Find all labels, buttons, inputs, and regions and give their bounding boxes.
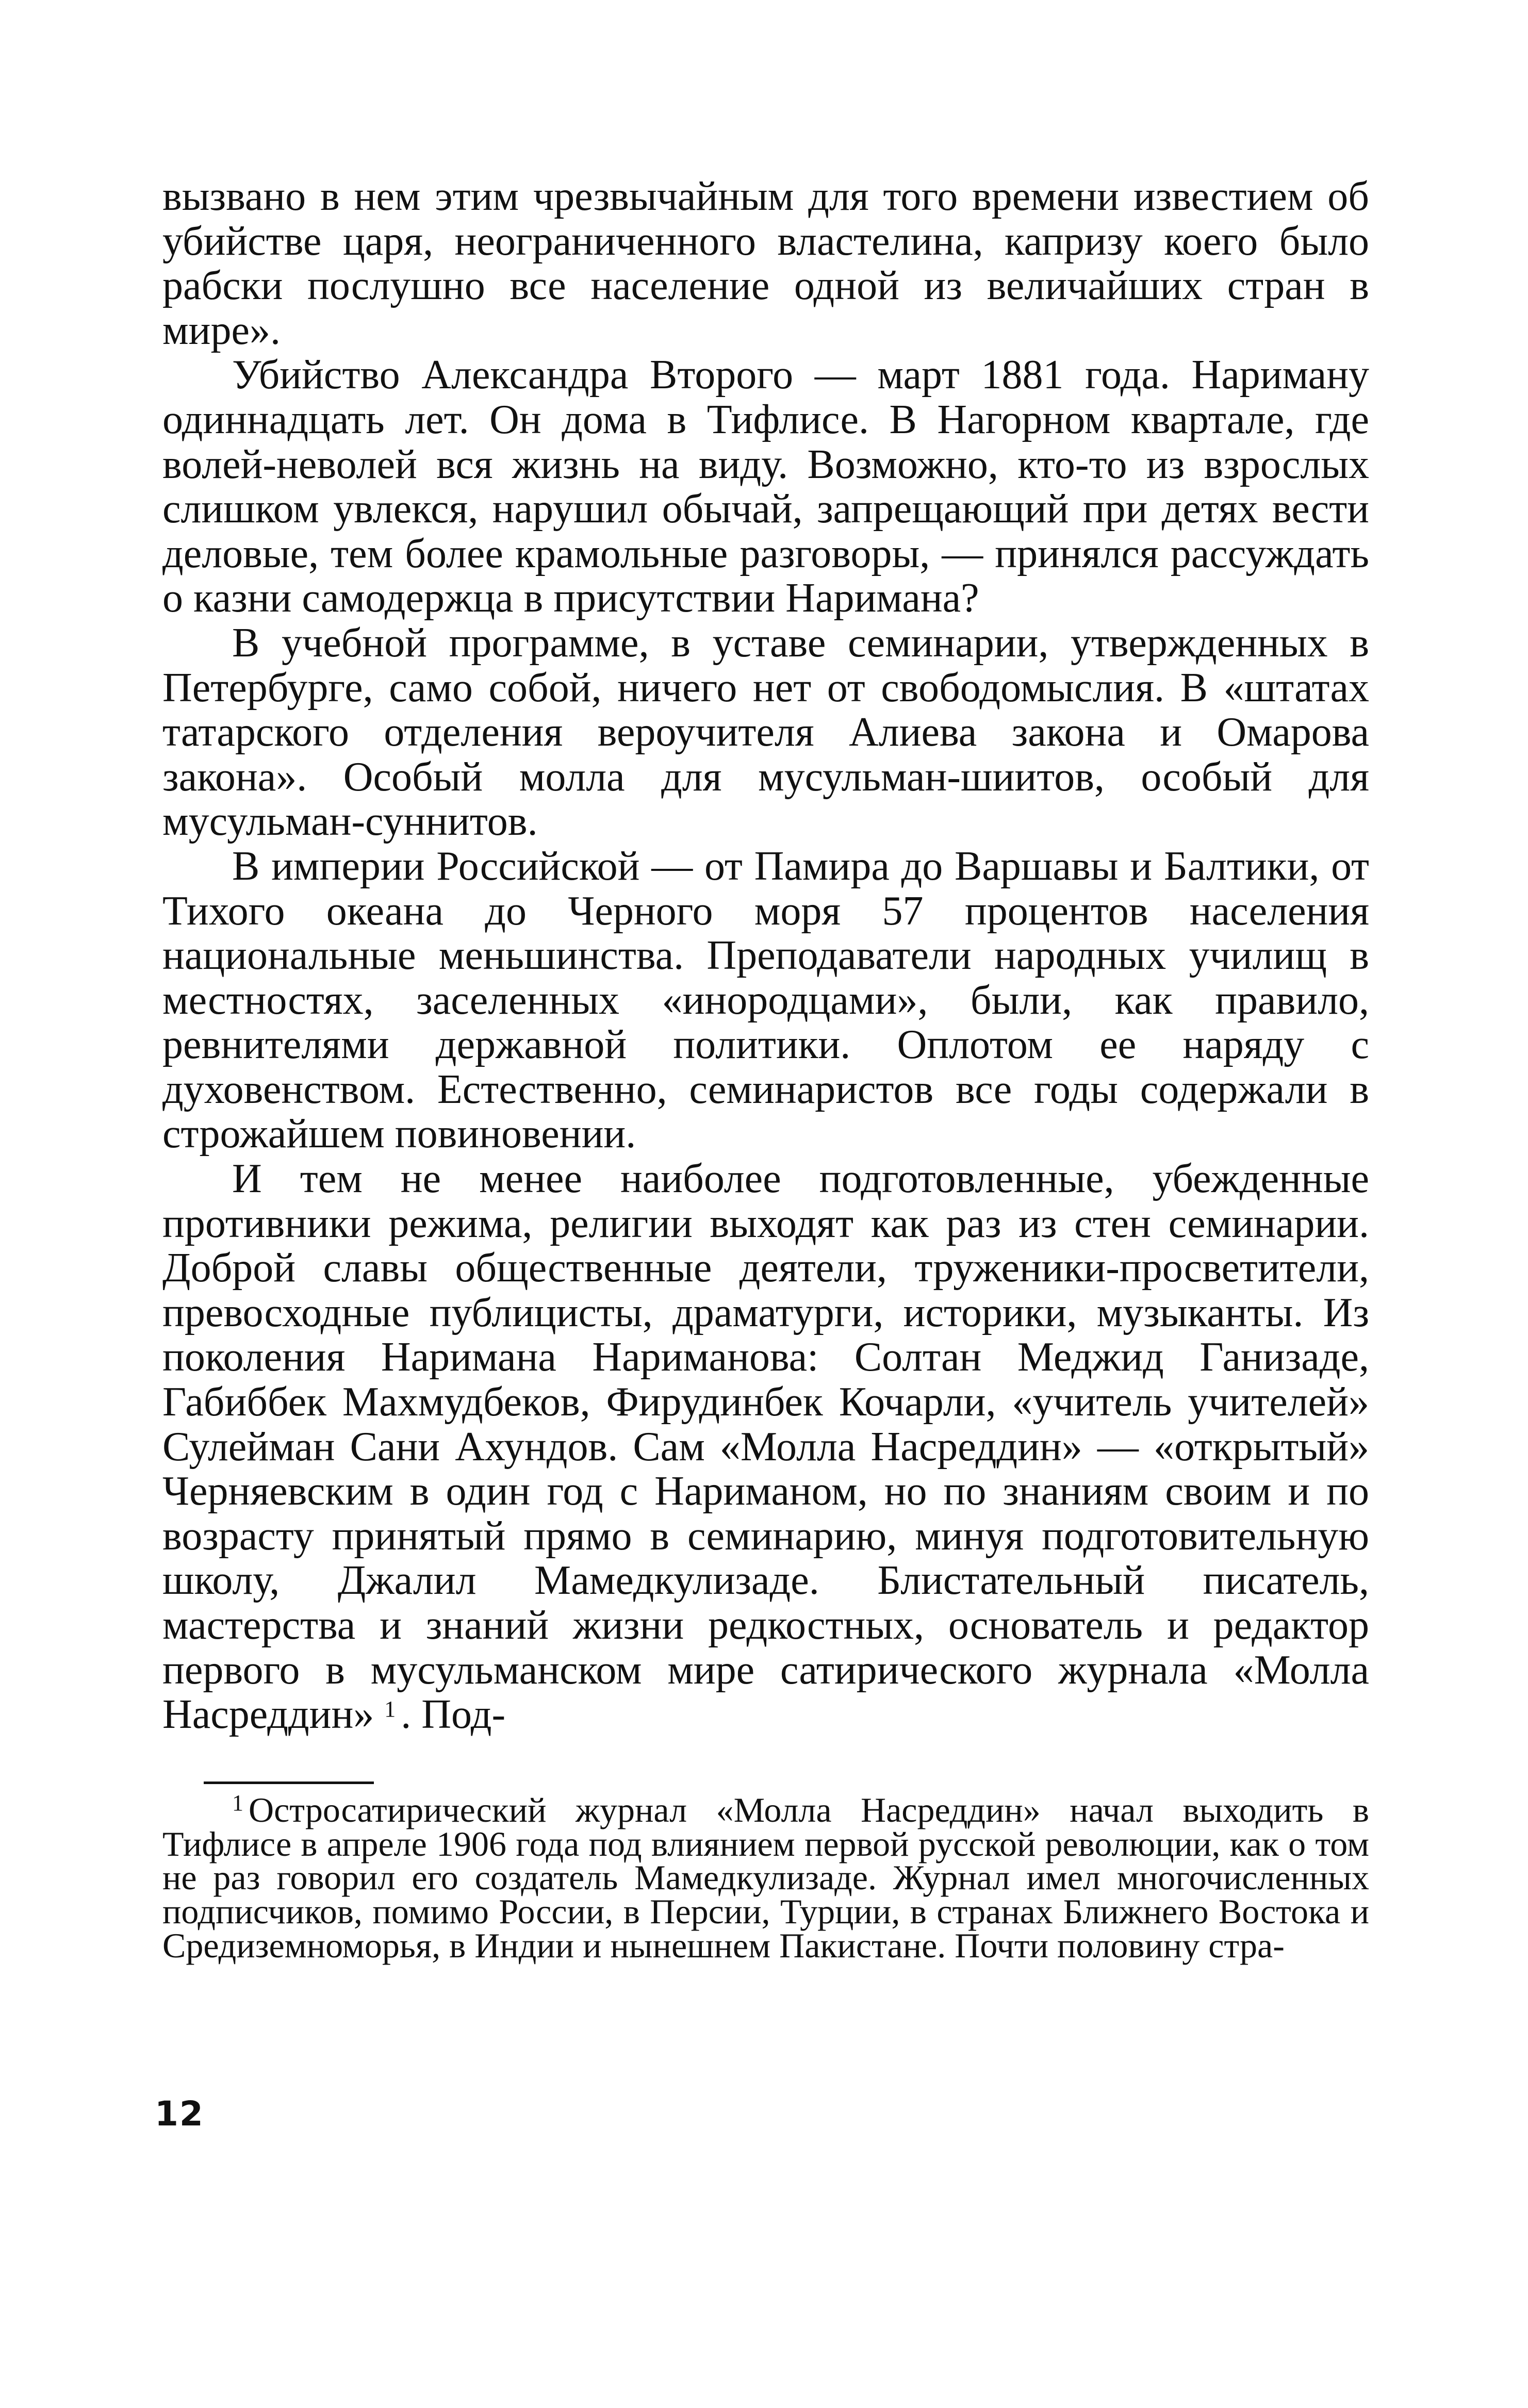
page-number: 12 <box>155 2094 204 2134</box>
paragraph-1: вызвано в нем этим чрезвычайным для того времени известием об убийстве царя, неограниченного властелина, капризу коего было рабски послушно все население одной из величайших стран в мире». <box>162 174 1369 353</box>
footnote-marker: 1 <box>232 1790 243 1816</box>
footnote-text: Остросатирический журнал «Молла Насреддин» начал выходить в Тифлисе в апреле 1906 года под влиянием первой русской революции, как о том не раз говорил его создатель Мамедкулизаде. Журнал имел многочисленных подписчиков, помимо России, в Персии, Турции, в странах Ближнего Востока и Средиземноморья, в Индии и нынешнем Пакистане. Почти половину стра- <box>162 1790 1369 1965</box>
footnote <box>162 1790 1369 1965</box>
paragraph-2: Убийство Александра Второго — март 1881 года. Нариману одиннадцать лет. Он дома в Тифлисе. В Нагорном квартале, где волей-неволей вся жизнь на виду. Возможно, кто-то из взрослых слишком увлекся, нарушил обычай, запрещающий при детях вести деловые, тем более крамольные разговоры, — принялся рассуждать о казни самодержца в присутствии Наримана? <box>162 352 1369 621</box>
paragraph-4: В империи Российской — от Памира до Варшавы и Балтики, от Тихого океана до Черного моря 57 процентов населения национальные меньшинства. Преподаватели народных училищ в местностях, заселенных «инородцами», были, как правило, ревнителями державной политики. Оплотом ее наряду с духовенством. Естественно, семинаристов все годы содержали в строжайшем повиновении. <box>162 843 1369 1157</box>
footnote-reference: 1 <box>384 1696 396 1722</box>
paragraph-3: В учебной программе, в уставе семинарии, утвержденных в Петербурге, само собой, ничего нет от свободомыслия. В «штатах татарского отделения вероучителя Алиева закона и Омарова закона». Особый молла для мусульман-шиитов, особый для мусульман-суннитов. <box>162 620 1369 845</box>
paragraph-5 <box>162 1157 1369 1737</box>
paragraph-5-text: И тем не менее наиболее подготовленные, убежденные противники режима, религии выходят как раз из стен семинарии. Доброй славы общественные деятели, труженики-просветители, превосходные публицисты, драматурги, историки, музыканты. Из поколения Наримана Нариманова: Солтан Меджид Ганизаде, Габиббек Махмудбеков, Фирудинбек Кочарли, «учитель учителей» Сулейман Сани Ахундов. Сам «Молла Насреддин» — «открытый» Черняевским в один год с Нариманом, но по знаниям своим и по возрасту принятый прямо в семинарию, минуя подготовительную школу, Джалил Мамедкулизаде. Блистательный писатель, мастерства и знаний жизни редкостных, основатель и редактор первого в мусульманском мире сатирического журнала «Молла Насреддин» <box>162 1156 1369 1738</box>
footnote-divider <box>204 1782 374 1784</box>
main-text <box>162 174 1369 1737</box>
paragraph-5-trailing-text: . Под- <box>401 1692 506 1738</box>
